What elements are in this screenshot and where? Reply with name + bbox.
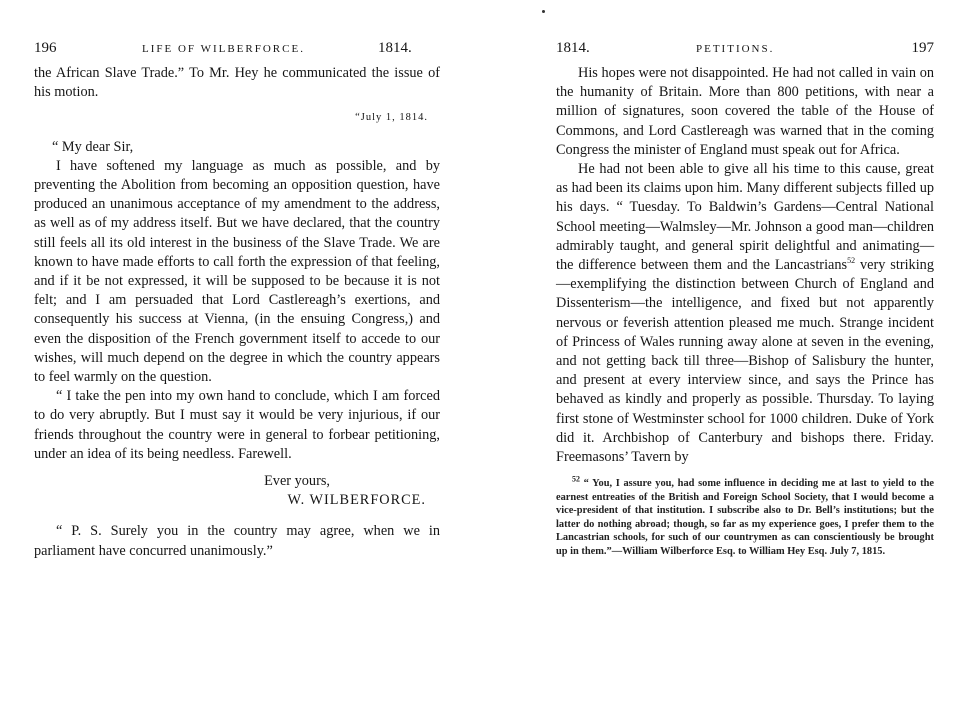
letter-closing: Ever yours, xyxy=(264,473,330,490)
intro-text: the African Slave Trade.” To Mr. Hey he communicated the issue of his motion. xyxy=(34,65,440,101)
letter-paragraph-2: “ I take the pen into my own hand to conclude, which I am forced to do very abruptly. But I must say it would be very injurious, if our friends throughout the country were in general to forbear petitioning, under an idea of its being needless. Farewell. xyxy=(34,388,440,462)
letter-postscript: “ P. S. Surely you in the country may agree, when we in parliament have concurred unanimously.” xyxy=(34,523,440,559)
right-body xyxy=(556,64,934,467)
footnote-reference: 52 xyxy=(847,256,856,266)
right-year: 1814. xyxy=(556,40,590,56)
footnote-marker: 52 xyxy=(572,474,580,484)
right-paragraph-2 xyxy=(556,160,934,467)
right-page-number: 197 xyxy=(911,40,934,56)
letter-salutation: “ My dear Sir, xyxy=(52,138,134,155)
right-paragraph-2-start: He had not been able to give all his time to this cause, great as had been its claims upon him. Many different subjects filled up his days. “ Tuesday. To Baldwin’s Gardens—Central National School meeting—Walmsley—Mr. Johnson a good man—children admirably taught, and general spirit delightful and animating—the difference between them and the Lancastrians xyxy=(556,161,934,274)
letter-dateline: “July 1, 1814. xyxy=(355,112,428,124)
letter-signature: W. WILBERFORCE. xyxy=(287,492,426,509)
right-running-head xyxy=(556,40,934,64)
right-paragraph-2-end: very striking—exemplifying the distinction between Church of England and Dissenterism—the intelligence, and fixed but not apparently nervous or feverish attention pleased me much. Strange incident of Princess of Wales running away alone at seven in the evening, and not getting back till three—Bishop of Salisbury the hunter, and present at every interview since, and says the Prince has behaved as kindly and properly as possible. Thursday. To laying first stone of Westminster school for 1000 children. Duke of York did it. Archbishop of Canterbury and bishops there. Friday. Freemasons’ Tavern by xyxy=(556,257,934,466)
left-running-title: LIFE OF WILBERFORCE. xyxy=(142,43,305,55)
footnote xyxy=(556,474,934,558)
right-page xyxy=(490,0,980,705)
right-paragraph-1: His hopes were not disappointed. He had not called in vain on the humanity of Britain. More than 800 petitions, with near a million of signatures, soon covered the table of the House of Commons, and Lord Castlereagh was warned that in the coming Congress the minister of England must speak out for Africa. xyxy=(556,65,934,158)
letter-paragraph-1: I have softened my language as much as possible, and by preventing the Abolition from becoming an opposition question, have produced an unanimous acceptance of my amendment to the address, as well as of my address itself. But we have declared, that the country still feels all its old interest in the business of the Slave Trade. We are known to have made efforts to call forth the expression of that feeling, and if it be not expressed, it will be supposed to be because it is not felt; and I am persuaded that Lord Castlereagh’s exertions, and consequently his success at Vienna, (in the ensuing Congress,) and even the disposition of the French government itself to accede to our wishes, will much depend on the degree in which the country appears to feel warmly on the question. xyxy=(34,157,440,386)
footnote-text: “ You, I assure you, had some influence in deciding me at last to yield to the earnest entreaties of the British and Foreign School Society, that I would become a vice-president of that institution. I subscribe also to Dr. Bell’s institutions; but the latter do nothing abroad; though, so far as my experience goes, I prefer them to the Lancastrian schools, for such of our countrymen as can conscientiously be brought up in them.”—William Wilberforce Esq. to William Hey Esq. July 7, 1815. xyxy=(556,478,934,557)
left-page-number: 196 xyxy=(34,40,57,56)
right-running-title: PETITIONS. xyxy=(696,43,775,55)
left-year: 1814. xyxy=(378,40,412,56)
left-running-head xyxy=(34,40,440,64)
left-body xyxy=(34,64,440,561)
